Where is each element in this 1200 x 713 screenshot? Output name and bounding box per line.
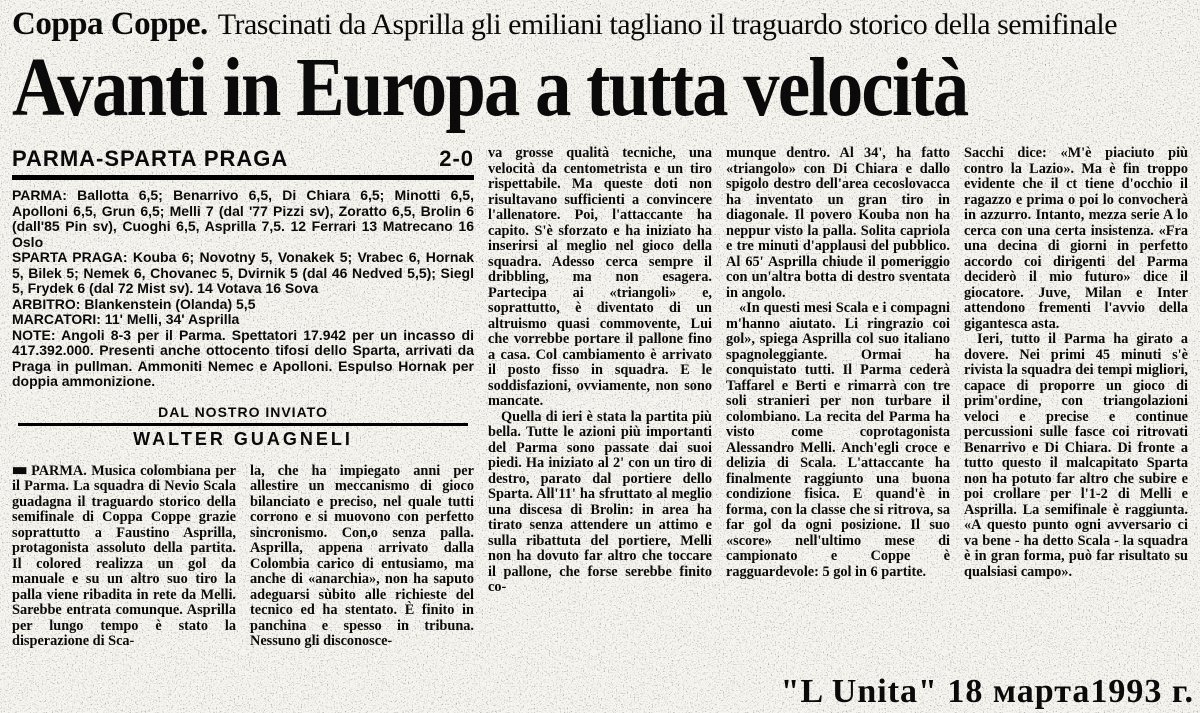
referee-line: ARBITRO: Blankenstein (Olanda) 5,5: [12, 295, 256, 312]
match-title: PARMA-SPARTA PRAGA: [12, 146, 289, 172]
scorers-line: MARCATORI: 11' Melli, 34' Asprilla: [12, 311, 240, 328]
paragraph: «In questi mesi Scala e i compagni m'hanno aiutato. Li ringrazio coi gol», spiega Asprilla col suo italiano spagnoleggiante. Ormai ha conquistato tutti. Il Parma cederà Taffarel e Berti e rimarrà con tre soli stranieri per non turbare il colombiano. La recita del Parma ha visto come coprotagonista Alessandro Melli. Anch'egli croce e delizia di Scala. L'attaccante ha finalmente raggiunto una buona condizione fisica. E quand'è in forma, con la classe che si ritrova, sa far gol da ogni posizione. Il suo «score» nell'ultimo mese di campionato e Coppe è ragguardevole: 5 gol in 6 partite.: [726, 300, 950, 580]
notes-line: NOTE: Angoli 8-3 per il Parma. Spettatori 17.942 per un incasso di 417.392.000. Presenti anche ottocento tifosi dello Sparta, arrivati da Praga in pullman. Ammoniti Nemec e Apolloni. Espulso Hornak per doppia ammonizione.: [12, 326, 474, 390]
paragraph: Sacchi dice: «M'è piaciuto più contro la Lazio». Ma è fin troppo evidente che il ct tiene d'occhio il ragazzo e prima o poi lo convocherà in azzurro. Intanto, mezza serie A lo cerca con una certa insistenza. «Fra una decina di giorni in perfetto accordo coi dirigenti del Parma deciderò il mio futuro» dice il giocatore. Juve, Milan e Inter attendono frementi l'avvio della gigantesca asta.: [964, 145, 1188, 332]
paragraph: va grosse qualità tecniche, una velocità da centometrista e un tiro rispettabile. Ma queste doti non risultavano sufficienti a convincere l'allenatore. Poi, l'attaccante ha capito. S'è sforzato e ha iniziato ha inserirsi al meglio nel gioco della squadra. Adesso cerca sempre il dribbling, ma non esagera. Partecipa ai «triangoli» e, soprattutto, è diventato di un altruismo quasi commovente, Lui che vorrebbe portare il pallone fino a casa. Col cambiamento è arrivato il posto fisso in squadra. E le soddisfazioni, ovviamente, non sono mancate.: [488, 145, 712, 410]
match-score: 2-0: [439, 146, 474, 172]
kicker-text: Trascinati da Asprilla gli emiliani tagliano il traguardo storico della semifinale: [217, 8, 1118, 41]
lead-columns: [12, 464, 474, 650]
text-column-5: [964, 146, 1188, 650]
match-report-box: [12, 146, 474, 390]
paragraph: la, che ha impiegato anni per allestire un meccanismo di gioco bilanciato e preciso, nel quale tutti corrono e si muovono con perfetto sincronismo. Con,o senza palla. Asprilla, appena arrivato dalla Colombia carico di entusiamo, ma anche di «anarchia», non ha saputo adeguarsi sùbito alle richieste del tecnico ed ha stentato. È finito in panchina e spesso in tribuna. Nessuno gli disconosce-: [250, 462, 474, 650]
text-column-2: [250, 464, 474, 650]
text-column-4: [726, 146, 950, 650]
sparta-lineup: SPARTA PRAGA: Kouba 6; Novotny 5, Vonakek 5; Vrabec 6, Hornak 5, Bilek 5; Nemek 6, Chovanec 5, Dvirnik 5 (dal 46 Nedved 5,5); Siegl 5, Frydek 6 (dal 72 Mist sv). 14 Votava 16 Sova: [12, 249, 474, 297]
byline-kicker: DAL NOSTRO INVIATO: [158, 403, 328, 420]
byline-rule: [18, 423, 468, 426]
paragraph: Quella di ieri è stata la partita più bella. Tutte le azioni più importanti del Parma sono passate dai suoi piedi. Ha iniziato al 2' con un tiro di destro, parato dal portiere dello Sparta. All'11' ha sfruttato al meglio una discesa di Brolin: in area ha tirato senza attendere un attimo e sulla ribattuta del portiere, Melli non ha dovuto far altro che toccare il pallone, che forse serebbe finito co-: [488, 408, 712, 596]
headline: Avanti in Europa a tutta velocità: [12, 41, 968, 135]
article-body: [12, 146, 1188, 650]
match-details: [12, 188, 474, 390]
paragraph: munque dentro. Al 34', ha fatto «triangolo» con Di Chiara e dallo spigolo destro dell'area cecoslovacca ha inventato un gran tiro in diagonale. Il povero Kouba non ha neppur visto la palla. Solita capriola e tre minuti d'applausi del pubblico. Al 65' Asprilla chiude il pomeriggio con un'altra botta di destro sventata in angolo.: [726, 145, 950, 301]
paragraph-text: PARMA. Musica colombiana per il Parma. La squadra di Nevio Scala guadagna il traguardo storico della semifinale di Coppa Coppe grazie soprattutto a Faustino Asprilla, protagonista assoluto della partita. Il colored realizza un gol da manuale e su un altro suo tiro la palla viene ribadita in rete da Melli. Sarebbe entrata comunque. Asprilla per lungo tempo è stato la disperazione di Sca-: [12, 462, 236, 650]
paragraph: [12, 464, 236, 650]
kicker-label: Coppa Coppe.: [12, 6, 208, 42]
text-column-1: [12, 464, 236, 650]
byline: [12, 404, 474, 450]
source-caption: "L Unita" 18 марта1993 г.: [780, 673, 1194, 710]
text-column-3: [488, 146, 712, 650]
left-block: [12, 146, 474, 650]
paragraph: Ieri, tutto il Parma ha girato a dovere. Nei primi 45 minuti s'è rivista la squadra dei tempi migliori, capace di proporre un gioco di prim'ordine, con triangolazioni veloci e precise e continue percussioni sulle fasce coi ritrovati Benarrivo e Di Chiara. Di fronte a tutto questo il malcapitato Sparta non ha potuto far altro che subire e poi crollare per l'1-2 di Melli e Asprilla. La semifinale è raggiunta. «A questo punto ogni avversario ci va bene - ha detto Scala - la squadra è in gran forma, può far risultato su qualsiasi campo».: [964, 331, 1188, 580]
kicker: [12, 6, 1188, 42]
lead-square-mark: ■■: [12, 462, 26, 479]
parma-lineup: PARMA: Ballotta 6,5; Benarrivo 6,5, Di Chiara 6,5; Minotti 6,5, Apolloni 6,5, Grun 6,5; Melli 7 (dal '77 Pizzi sv), Zoratto 6,5, Brolin 6 (dall'85 Pin sv), Cuoghi 6,5, Asprilla 7,5. 12 Ferrari 13 Matrecano 16 Oslo: [12, 187, 474, 250]
match-header: [12, 146, 474, 180]
byline-author: WALTER GUAGNELI: [133, 428, 353, 449]
